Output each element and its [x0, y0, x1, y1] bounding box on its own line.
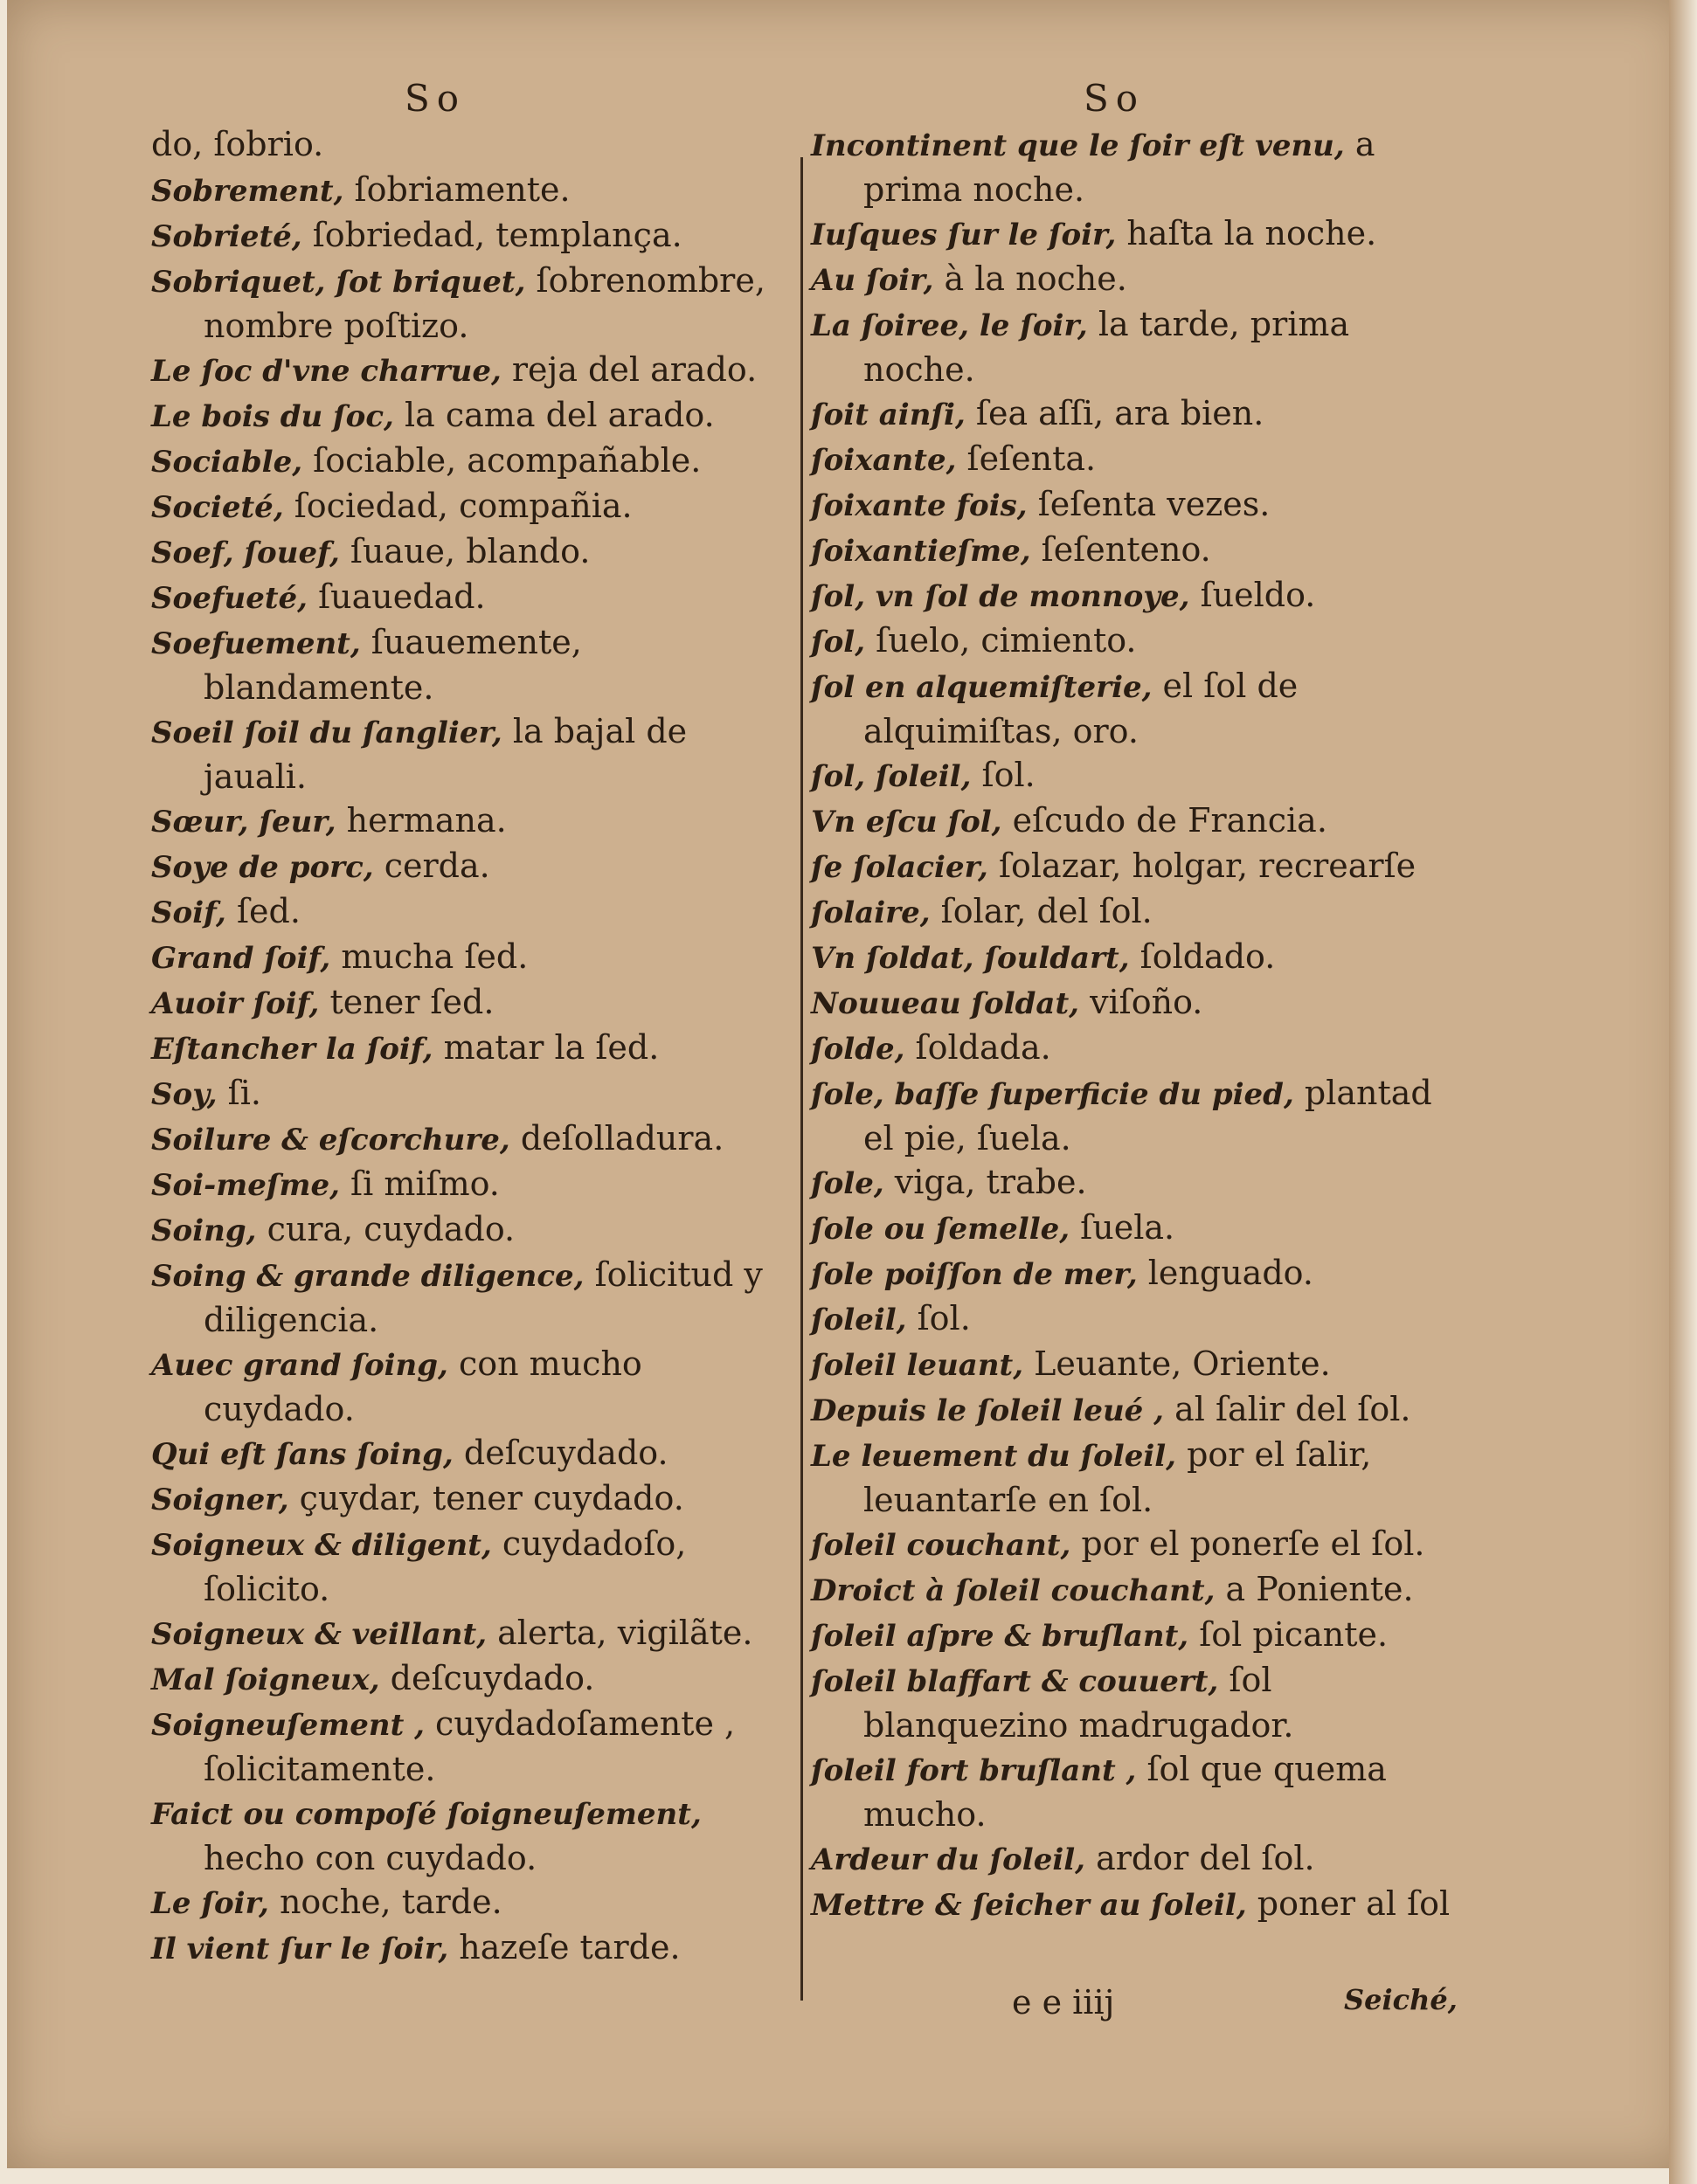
dictionary-entry	[151, 259, 798, 348]
entry-headword: Auoir ſoif,	[151, 986, 320, 1021]
entry-headword: Faict ou compoſé ſoigneuſement,	[151, 1797, 702, 1832]
dictionary-entry	[151, 1925, 798, 1971]
dictionary-entry	[811, 889, 1462, 935]
entry-headword: ſol, vn ſol de monnoye,	[811, 579, 1190, 614]
page-edge	[1669, 0, 1697, 2184]
entry-definition: ſi miſmo.	[339, 1165, 500, 1203]
catchword: Seiché,	[1344, 1983, 1458, 2016]
dictionary-entry	[811, 664, 1462, 753]
dictionary-entry	[151, 1431, 798, 1476]
signature-mark: e e iiij	[1012, 1983, 1115, 2022]
dictionary-entry	[811, 753, 1462, 798]
entry-headword: Mettre & ſeicher au ſoleil,	[811, 1888, 1247, 1923]
dictionary-entry	[811, 437, 1462, 482]
dictionary-entry	[151, 709, 798, 798]
entry-definition: la cama del arado.	[393, 396, 715, 434]
entry-headword: Le bois du ſoc,	[151, 399, 394, 434]
dictionary-entry	[151, 798, 798, 844]
entry-headword: Auec grand ſoing,	[151, 1348, 448, 1383]
entry-headword: Soing,	[151, 1213, 257, 1248]
dictionary-entry	[811, 482, 1462, 528]
entry-definition: hecho con cuydado.	[204, 1839, 537, 1877]
dictionary-entry	[151, 1656, 798, 1702]
dictionary-entry	[151, 889, 798, 935]
dictionary-entry	[811, 1296, 1462, 1342]
entry-definition: ſeſenta.	[956, 439, 1097, 478]
entry-headword: Droict à ſoleil couchant,	[811, 1573, 1216, 1608]
entry-definition: ſol.	[906, 1299, 971, 1337]
entry-headword: ſoleil aſpre & bruſlant,	[811, 1619, 1189, 1654]
dictionary-entry	[811, 257, 1462, 302]
dictionary-entry	[151, 1071, 798, 1116]
entry-headword: Ardeur du ſoleil,	[811, 1842, 1086, 1877]
entry-definition: a Poniente.	[1215, 1570, 1414, 1608]
entry-headword: ſoixante,	[811, 443, 957, 478]
entry-definition: deſolladura.	[509, 1119, 724, 1158]
entry-definition: ſobrenombre, nombre poſtizo.	[204, 261, 765, 345]
dictionary-entry	[811, 1836, 1462, 1882]
dictionary-entry	[811, 1342, 1462, 1387]
entry-headword: Iuſques ſur le ſoir,	[811, 218, 1117, 252]
entry-definition: por el ponerſe el ſol.	[1070, 1524, 1425, 1563]
entry-definition: ſobriedad, templança.	[301, 216, 682, 254]
entry-headword: ſol en alquemiſterie,	[811, 670, 1153, 705]
entry-definition: eſcudo de Francia.	[1001, 801, 1327, 840]
entry-definition: ſuela.	[1070, 1208, 1175, 1247]
entry-headword: Le ſoir,	[151, 1886, 269, 1921]
entry-definition: do, ſobrio.	[151, 125, 324, 163]
entry-definition: a prima noche.	[863, 125, 1375, 209]
dictionary-entry	[151, 1253, 798, 1342]
entry-headword: ſol, ſoleil,	[811, 759, 972, 794]
entry-headword: ſoleil blaffart & couuert,	[811, 1664, 1219, 1699]
entry-headword: Soing & grande diligence,	[151, 1259, 585, 1294]
dictionary-entry	[151, 122, 798, 168]
entry-definition: ſolar, del ſol.	[930, 892, 1153, 930]
dictionary-entry	[811, 1658, 1462, 1747]
dictionary-entry	[811, 980, 1462, 1026]
entry-definition: ſuelo, cimiento.	[865, 621, 1137, 660]
running-head-left: So	[405, 77, 467, 120]
entry-definition: reja del arado.	[501, 350, 758, 389]
entry-definition: ſol que quema mucho.	[863, 1750, 1387, 1834]
entry-definition: ſolicitud y diligencia.	[204, 1255, 763, 1339]
entry-headword: Il vient ſur le ſoir,	[151, 1932, 449, 1966]
dictionary-entry	[811, 1071, 1462, 1160]
dictionary-entry	[151, 935, 798, 980]
entry-definition: ſed.	[225, 892, 301, 930]
entry-definition: noche, tarde.	[268, 1883, 502, 1921]
dictionary-entry	[811, 1251, 1462, 1296]
entry-headword: Soigneux & veillant,	[151, 1617, 488, 1652]
entry-definition: con mucho cuydado.	[204, 1344, 642, 1428]
entry-headword: Incontinent que le ſoir eſt venu,	[811, 128, 1345, 163]
entry-definition: ſoldada.	[904, 1028, 1051, 1067]
entry-headword: ſole, baſſe ſuperficie du pied,	[811, 1077, 1294, 1112]
dictionary-entry	[151, 393, 798, 439]
entry-headword: ſolaire,	[811, 895, 931, 930]
dictionary-entry	[151, 529, 798, 575]
entry-headword: Sociable,	[151, 445, 303, 480]
entry-definition: ardor del ſol.	[1085, 1839, 1315, 1877]
entry-definition: ſea aſſi, ara bien.	[965, 394, 1264, 432]
column-rule	[800, 157, 803, 2001]
entry-headword: Soigner,	[151, 1482, 289, 1517]
entry-definition: à la noche.	[933, 259, 1127, 298]
entry-definition: al ſalir del ſol.	[1163, 1390, 1411, 1428]
dictionary-entry	[151, 1026, 798, 1071]
dictionary-entry	[811, 211, 1462, 257]
dictionary-entry	[811, 573, 1462, 619]
entry-headword: ſoleil leuant,	[811, 1348, 1024, 1383]
left-column	[151, 122, 798, 1971]
entry-headword: Soilure & eſcorchure,	[151, 1123, 510, 1158]
right-column	[811, 122, 1462, 1927]
entry-definition: ſuauemente, blandamente.	[204, 623, 582, 707]
entry-definition: deſcuydado.	[453, 1434, 668, 1472]
entry-definition: ſuauedad.	[308, 577, 486, 616]
entry-headword: Sobrieté,	[151, 219, 302, 254]
entry-headword: Eſtancher la ſoif,	[151, 1032, 433, 1067]
dictionary-entry	[811, 1747, 1462, 1836]
dictionary-entry	[811, 302, 1462, 391]
entry-headword: ſole ou ſemelle,	[811, 1212, 1070, 1247]
dictionary-entry	[151, 1207, 798, 1253]
entry-headword: Nouueau ſoldat,	[811, 986, 1079, 1021]
dictionary-entry	[151, 348, 798, 393]
dictionary-entry	[811, 798, 1462, 844]
dictionary-entry	[811, 619, 1462, 664]
entry-headword: ſole poiſſon de mer,	[811, 1257, 1138, 1292]
entry-definition: la bajal de jauali.	[204, 712, 688, 796]
entry-definition: cerda.	[373, 847, 490, 885]
dictionary-entry	[811, 1613, 1462, 1658]
dictionary-entry	[811, 1882, 1462, 1927]
entry-headword: Au ſoir,	[811, 263, 934, 298]
dictionary-entry	[811, 844, 1462, 889]
dictionary-entry	[151, 439, 798, 484]
dictionary-entry	[151, 1791, 798, 1880]
entry-headword: Soeil ſoil du ſanglier,	[151, 715, 502, 750]
dictionary-entry	[151, 1880, 798, 1925]
entry-headword: Soefuement,	[151, 626, 361, 661]
entry-definition: cuydadoſamente , ſolicitamente.	[204, 1704, 736, 1788]
entry-headword: Vn ſoldat, ſouldart,	[811, 941, 1130, 976]
entry-definition: poner al ſol	[1246, 1884, 1451, 1923]
entry-headword: ſole,	[811, 1166, 884, 1201]
entry-headword: Soy,	[151, 1077, 218, 1112]
entry-definition: ſuaue, blando.	[339, 532, 591, 570]
entry-headword: ſoleil couchant,	[811, 1528, 1071, 1563]
entry-definition: ſeſenta vezes.	[1027, 485, 1271, 523]
entry-definition: ſobriamente.	[343, 170, 571, 209]
dictionary-entry	[811, 935, 1462, 980]
entry-definition: viſoño.	[1078, 983, 1203, 1021]
dictionary-entry	[151, 844, 798, 889]
entry-definition: hermana.	[336, 801, 507, 840]
entry-headword: Le leuement du ſoleil,	[811, 1439, 1176, 1474]
entry-headword: Le ſoc d'vne charrue,	[151, 354, 502, 389]
entry-definition: alerta, vigilãte.	[487, 1614, 753, 1652]
dictionary-entry	[811, 1387, 1462, 1433]
entry-headword: Societé,	[151, 490, 284, 525]
entry-definition: ſoldado.	[1129, 937, 1276, 976]
entry-definition: haſta la noche.	[1116, 214, 1377, 252]
entry-definition: deſcuydado.	[379, 1659, 595, 1697]
entry-headword: ſoit ainſi,	[811, 397, 966, 432]
entry-definition: lenguado.	[1137, 1254, 1313, 1292]
entry-definition: matar la ſed.	[433, 1028, 660, 1067]
dictionary-entry	[811, 528, 1462, 573]
dictionary-entry	[811, 122, 1462, 211]
dictionary-entry	[151, 1611, 798, 1656]
entry-headword: ſoixantieſme,	[811, 534, 1031, 569]
dictionary-entry	[151, 980, 798, 1026]
entry-headword: Soigneuſement ,	[151, 1708, 425, 1743]
entry-headword: ſe ſolacier,	[811, 850, 988, 885]
entry-headword: Soefueté,	[151, 581, 308, 616]
entry-definition: ſueldo.	[1189, 576, 1316, 614]
entry-headword: ſol,	[811, 625, 866, 660]
entry-headword: Mal ſoigneux,	[151, 1662, 380, 1697]
entry-headword: La ſoiree, le ſoir,	[811, 308, 1088, 343]
dictionary-entry	[811, 391, 1462, 437]
dictionary-entry	[151, 213, 798, 259]
entry-definition: por el ſalir, leuantarſe en ſol.	[863, 1435, 1372, 1519]
entry-headword: Soigneux & diligent,	[151, 1528, 492, 1563]
entry-definition: ſol picante.	[1188, 1615, 1389, 1654]
entry-headword: Sobrement,	[151, 174, 344, 209]
entry-headword: Soif,	[151, 895, 226, 930]
entry-definition: hazeſe tarde.	[448, 1928, 681, 1966]
entry-headword: Soi-meſme,	[151, 1168, 340, 1203]
dictionary-entry	[151, 1702, 798, 1791]
entry-definition: ſeſenteno.	[1030, 530, 1211, 569]
entry-headword: ſoleil fort bruſlant ,	[811, 1753, 1137, 1788]
entry-definition: ſol blanquezino madrugador.	[863, 1661, 1294, 1745]
dictionary-entry	[811, 1567, 1462, 1613]
entry-definition: ſi.	[217, 1074, 261, 1112]
dictionary-entry	[811, 1026, 1462, 1071]
entry-headword: Soef, ſouef,	[151, 536, 340, 570]
entry-headword: Vn eſcu ſol,	[811, 805, 1002, 840]
running-head-right: So	[1084, 77, 1146, 120]
entry-headword: ſoixante fois,	[811, 488, 1028, 523]
entry-definition: tener ſed.	[319, 983, 495, 1021]
dictionary-entry	[151, 1116, 798, 1162]
dictionary-entry	[151, 484, 798, 529]
dictionary-entry	[151, 1162, 798, 1207]
dictionary-entry	[151, 168, 798, 213]
entry-headword: Sœur, ſeur,	[151, 805, 336, 840]
entry-definition: ſociedad, compañia.	[283, 487, 633, 525]
dictionary-entry	[811, 1160, 1462, 1206]
book-page	[7, 0, 1687, 2168]
entry-headword: Sobriquet, ſot briquet,	[151, 265, 526, 300]
entry-definition: ſolazar, holgar, recrearſe	[987, 847, 1416, 885]
entry-definition: mucha ſed.	[330, 937, 529, 976]
dictionary-entry	[151, 1342, 798, 1431]
dictionary-entry	[151, 620, 798, 709]
entry-definition: cura, cuydado.	[256, 1210, 516, 1248]
entry-definition: viga, trabe.	[883, 1163, 1087, 1201]
entry-definition: plantad el pie, ſuela.	[863, 1074, 1432, 1158]
entry-definition: cuydadoſo, ſolicito.	[204, 1524, 687, 1608]
entry-headword: Qui eſt ſans ſoing,	[151, 1437, 454, 1472]
entry-headword: Grand ſoif,	[151, 941, 331, 976]
entry-definition: el ſol de alquimiſtas, oro.	[863, 667, 1299, 750]
dictionary-entry	[811, 1522, 1462, 1567]
entry-definition: la tarde, prima noche.	[863, 305, 1350, 389]
entry-headword: ſolde,	[811, 1032, 905, 1067]
entry-definition: çuydar, tener cuydado.	[288, 1479, 684, 1517]
dictionary-entry	[151, 1476, 798, 1522]
entry-definition: ſol.	[971, 756, 1036, 794]
dictionary-entry	[811, 1206, 1462, 1251]
entry-definition: Leuante, Oriente.	[1023, 1344, 1331, 1383]
dictionary-entry	[811, 1433, 1462, 1522]
dictionary-entry	[151, 575, 798, 620]
entry-headword: Depuis le ſoleil leué ,	[811, 1393, 1164, 1428]
entry-definition: ſociable, acompañable.	[302, 441, 702, 480]
dictionary-entry	[151, 1522, 798, 1611]
entry-headword: Soye de porc,	[151, 850, 374, 885]
entry-headword: ſoleil,	[811, 1303, 907, 1337]
